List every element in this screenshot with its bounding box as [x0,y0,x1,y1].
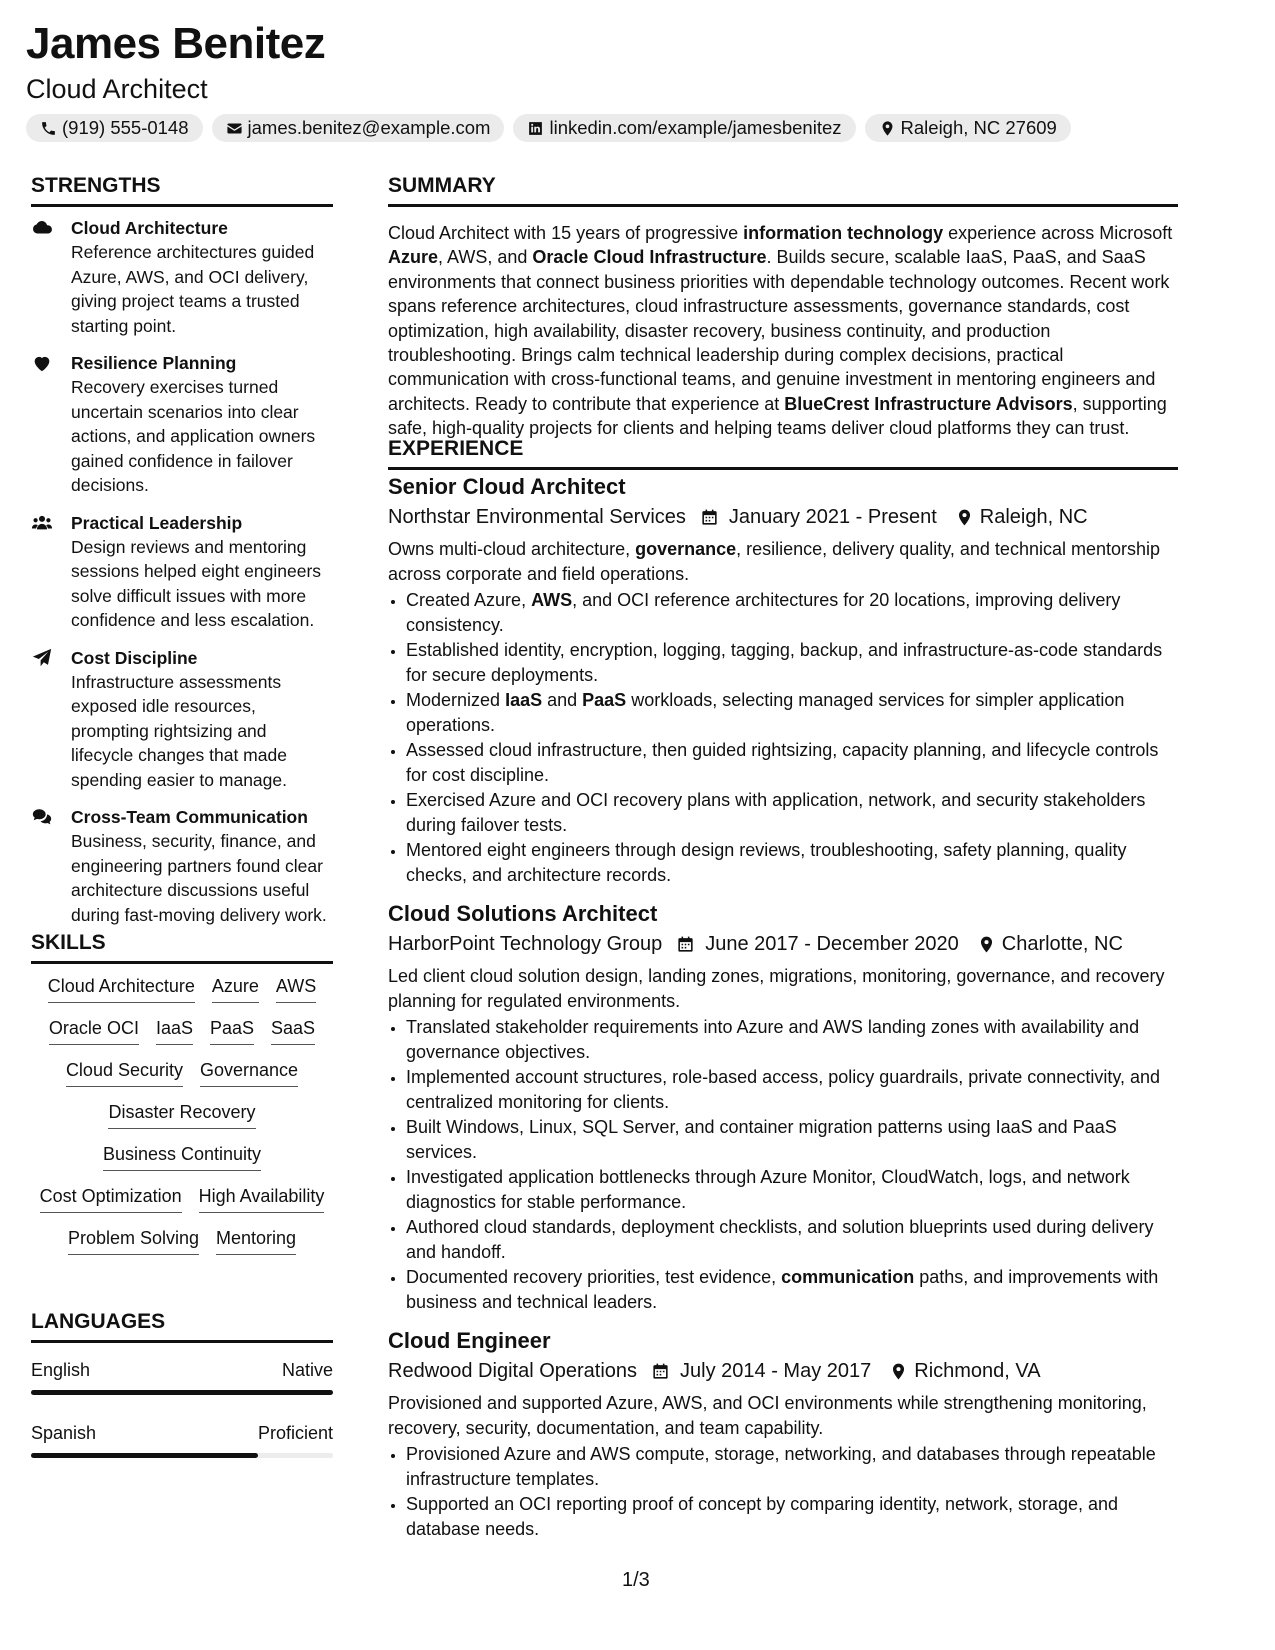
job-location: Raleigh, NC [979,506,1088,528]
email-contact[interactable] [212,114,505,142]
strength-description: Recovery exercises turned uncertain scenarios into clear actions, and application owners gained confidence in failover decisions. [71,377,316,495]
language-item [31,1358,333,1395]
strength-icon-wrap [31,511,71,633]
strength-item [31,216,333,338]
envelope-icon [226,120,243,137]
contact-bar [26,114,1071,142]
skill-tag: High Availability [199,1184,325,1213]
skill-tag: SaaS [271,1016,315,1045]
summary-heading: SUMMARY [388,174,1178,207]
job-title: Cloud Solutions Architect [388,901,658,926]
language-level: Proficient [257,1423,333,1443]
language-row [31,1358,333,1382]
job-bullet: • Provisioned Azure and AWS compute, storage, networking, and databases through repeatable infrastructure templates. [406,1442,1180,1491]
skills-heading: SKILLS [31,931,333,964]
skill-row [31,1016,333,1045]
users-icon [31,512,53,534]
strength-icon-wrap [31,805,71,927]
skill-row [31,974,333,1003]
comments-icon [31,806,53,828]
job-meta [388,1356,1180,1386]
job-title: Senior Cloud Architect [388,474,626,499]
strengths-heading: STRENGTHS [31,174,333,207]
strength-body [71,511,333,633]
location-contact [865,114,1071,142]
job-bullet: • Built Windows, Linux, SQL Server, and container migration patterns using IaaS and PaaS services. [406,1115,1180,1164]
calendar-icon [700,508,719,527]
job-company: HarborPoint Technology Group [388,933,663,955]
job-entry [388,1326,1180,1541]
skill-tag: Oracle OCI [49,1016,139,1045]
skill-tag: Cost Optimization [40,1184,182,1213]
strength-item [31,511,333,633]
skill-tag: AWS [276,974,316,1003]
strength-body [71,805,333,927]
job-entry [388,472,1180,887]
strength-description: Reference architectures guided Azure, AWS, and OCI delivery, giving project teams a trusted starting point. [71,242,315,336]
job-company: Redwood Digital Operations [388,1360,638,1382]
strength-title: Cross-Team Communication [71,807,308,827]
strength-description: Design reviews and mentoring sessions helped eight engineers solve difficult issues with more confidence and less escalation. [71,536,322,630]
strength-title: Practical Leadership [71,512,243,533]
page-number: 1/3 [622,1569,650,1591]
experience-heading: EXPERIENCE [388,437,1178,470]
strengths-list [31,216,333,940]
strength-body [71,351,333,498]
job-meta [388,929,1180,959]
map-pin-icon [879,120,896,137]
map-pin-icon [977,935,996,954]
skills-list [31,974,333,1268]
job-bullet: • Established identity, encryption, logging, tagging, backup, and infrastructure-as-code standards for secure deployments. [406,638,1180,687]
map-pin-icon [889,1362,908,1381]
map-pin-icon [955,508,974,527]
job-description: Owns multi-cloud architecture, governance, resilience, delivery quality, and technical mentorship across corporate and field operations. [388,539,1161,584]
skill-tag: Cloud Security [66,1058,183,1087]
linkedin-contact[interactable] [513,114,855,142]
skill-row [31,1100,333,1129]
skill-tag: Mentoring [216,1226,296,1255]
language-proficiency-bar [31,1453,333,1458]
job-bullets [388,588,1180,887]
job-bullet: • Documented recovery priorities, test evidence, communication paths, and improvements with business and technical leaders. [406,1265,1180,1314]
candidate-title: Cloud Architect [26,74,208,104]
job-description: Provisioned and supported Azure, AWS, and OCI environments while strengthening monitoring, recovery, security, documentation, and team capability. [388,1393,1147,1438]
skill-tag: IaaS [156,1016,193,1045]
job-bullet: • Investigated application bottlenecks through Azure Monitor, CloudWatch, logs, and network diagnostics for stable performance. [406,1165,1180,1214]
job-location: Richmond, VA [914,1360,1041,1382]
job-bullet: • Exercised Azure and OCI recovery plans with application, network, and security stakeholders during failover tests. [406,788,1180,837]
strength-description: Infrastructure assessments exposed idle resources, prompting rightsizing and lifecycle changes that made spending easier to manage. [71,671,287,790]
strength-title: Cloud Architecture [71,218,228,238]
job-dates: July 2014 - May 2017 [680,1360,872,1382]
strength-icon-wrap [31,216,71,338]
strength-item [31,805,333,927]
job-dates: January 2021 - Present [728,506,937,528]
calendar-icon [651,1362,670,1381]
strength-icon-wrap [31,646,71,793]
paper-plane-icon [31,647,53,669]
skill-tag: Disaster Recovery [108,1100,255,1129]
strength-title: Resilience Planning [71,353,237,373]
job-bullet: • Modernized IaaS and PaaS workloads, selecting managed services for simpler application operations. [406,688,1180,737]
candidate-name: James Benitez [26,19,326,68]
job-bullet: • Translated stakeholder requirements into Azure and AWS landing zones with availability and governance objectives. [406,1015,1180,1064]
job-bullet: • Implemented account structures, role-based access, policy guardrails, private connectivity, and centralized monitoring for clients. [406,1065,1180,1114]
phone-contact[interactable] [26,114,203,142]
job-bullet: • Mentored eight engineers through design reviews, troubleshooting, safety planning, quality checks, and architecture records. [406,838,1180,887]
phone-icon [40,120,57,137]
skill-row [31,1226,333,1255]
language-level: Native [281,1360,333,1380]
summary-text: Cloud Architect with 15 years of progressive information technology experience across Microsoft Azure, AWS, and Oracle Cloud Infrastructure. Builds secure, scalable IaaS, PaaS, and SaaS environments that connect business priorities with dependable technology outcomes. Recent work spans reference architectures, cloud infrastructure assessments, governance standards, cost optimization, high availability, disaster recovery, business continuity, and production troubleshooting. Brings calm technical leadership during complex decisions, practical communication with cross-functional teams, and genuine investment in mentoring engineers and architects. Ready to contribute that experience at BlueCrest Infrastructure Advisors, supporting safe, high-quality projects for clients and helping teams deliver cloud platforms they can trust. [388,223,1173,439]
language-proficiency-bar [31,1390,333,1395]
skill-tag: Azure [212,974,259,1003]
skill-tag: PaaS [210,1016,254,1045]
job-bullets [388,1015,1180,1314]
job-bullet: • Assessed cloud infrastructure, then guided rightsizing, capacity planning, and lifecycle controls for cost discipline. [406,738,1180,787]
heart-icon [31,352,53,374]
strength-title: Cost Discipline [71,647,198,668]
skill-row [31,1184,333,1213]
job-description: Led client cloud solution design, landing zones, migrations, monitoring, governance, and recovery planning for regulated environments. [388,966,1165,1011]
strength-body [71,216,333,338]
calendar-icon [676,935,695,954]
skill-tag: Cloud Architecture [48,974,195,1003]
location-text: Raleigh, NC 27609 [900,117,1057,138]
skill-tag: Problem Solving [68,1226,199,1255]
languages-heading: LANGUAGES [31,1310,333,1343]
strength-item [31,351,333,498]
strength-description: Business, security, finance, and engineering partners found clear architecture discussions useful during fast-moving delivery work. [71,831,327,925]
skill-tag: Business Continuity [103,1142,261,1171]
strength-icon-wrap [31,351,71,498]
job-bullet: • Created Azure, AWS, and OCI reference architectures for 20 locations, improving delivery consistency. [406,588,1180,637]
skill-tag: Governance [200,1058,298,1087]
job-bullet: • Supported an OCI reporting proof of concept by comparing identity, network, storage, and database needs. [406,1492,1180,1541]
job-dates: June 2017 - December 2020 [705,933,959,955]
strength-body [71,646,333,793]
job-meta [388,502,1180,532]
strength-item [31,646,333,793]
linkedin-icon [527,120,544,137]
language-item [31,1421,333,1458]
skill-row [31,1142,333,1171]
email-text: james.benitez@example.com [247,117,491,138]
job-title: Cloud Engineer [388,1328,551,1353]
job-company: Northstar Environmental Services [388,506,686,528]
language-row [31,1421,333,1445]
language-proficiency-fill [31,1390,333,1395]
experience-list [388,472,1180,1553]
phone-text: (919) 555-0148 [62,117,189,138]
job-bullets [388,1442,1180,1541]
cloud-icon [31,217,53,239]
language-name: English [31,1360,91,1380]
language-name: Spanish [31,1423,97,1443]
linkedin-text: linkedin.com/example/jamesbenitez [549,117,842,138]
job-bullet: • Authored cloud standards, deployment checklists, and solution blueprints used during delivery and handoff. [406,1215,1180,1264]
language-proficiency-fill [31,1453,258,1458]
languages-list [31,1358,333,1484]
job-location: Charlotte, NC [1001,933,1123,955]
skill-row [31,1058,333,1087]
job-entry [388,899,1180,1314]
